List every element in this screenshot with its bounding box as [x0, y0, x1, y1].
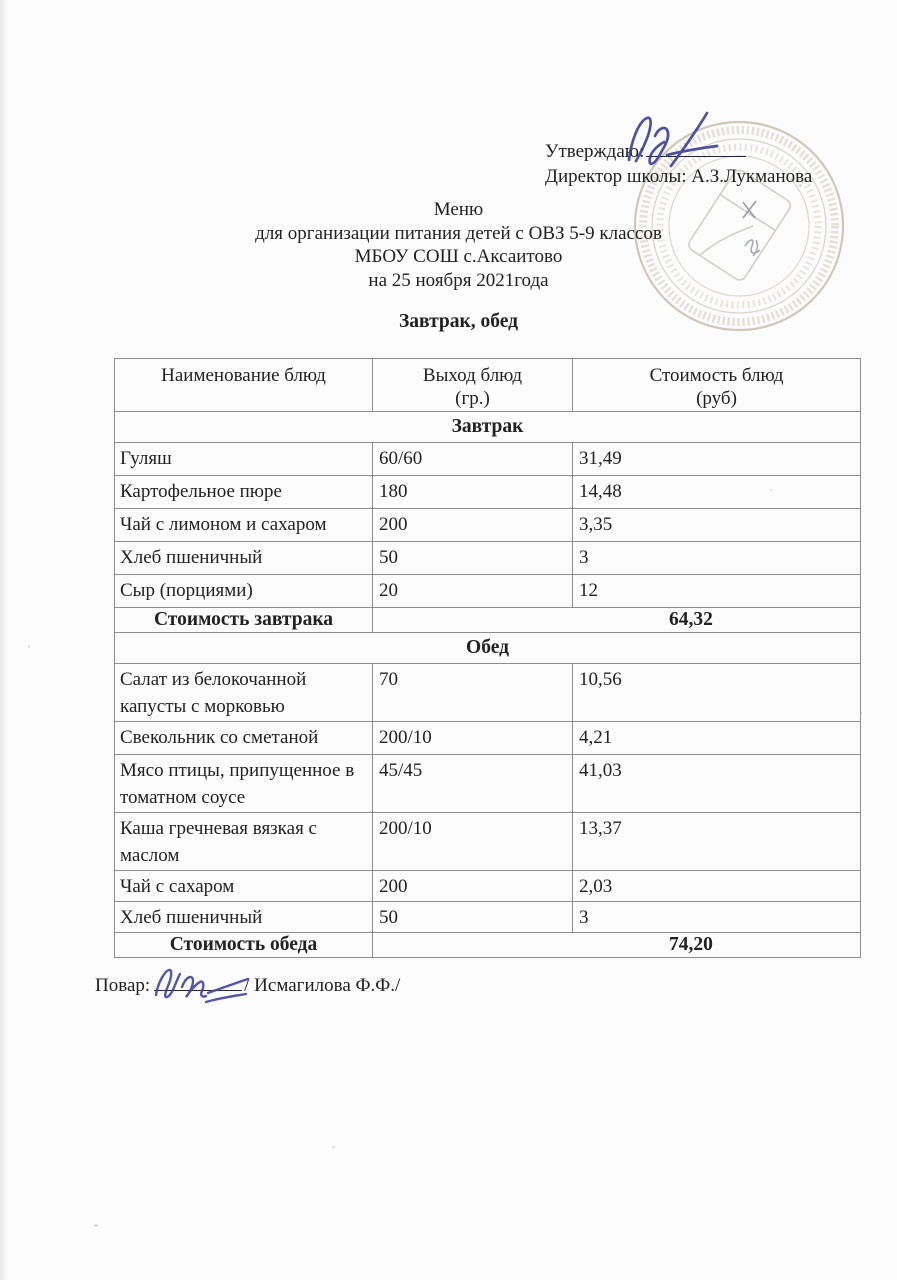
price-cell: 3,35 [573, 509, 861, 542]
scan-speck [94, 1224, 98, 1227]
price-cell: 12 [573, 575, 861, 608]
price-cell: 3 [573, 902, 861, 933]
dish-cell: Каша гречневая вязкая с маслом [115, 813, 373, 871]
price-cell: 4,21 [573, 722, 861, 755]
dish-cell: Хлеб пшеничный [115, 542, 373, 575]
dish-cell: Салат из белокочанной капусты с морковью [115, 664, 373, 722]
section-header-lunch [115, 633, 861, 664]
table-row [115, 755, 861, 813]
breakfast-total-row [115, 608, 861, 633]
total-value: 74,20 [373, 933, 861, 958]
scan-speck [799, 184, 802, 187]
table-row [115, 443, 861, 476]
meal-heading: Завтрак, обед [399, 311, 518, 332]
dish-cell: Свекольник со сметаной [115, 722, 373, 755]
table-row [115, 871, 861, 902]
title-line-1: Меню [433, 199, 484, 220]
document-title-block [10, 198, 897, 292]
scan-edge-shadow [0, 0, 8, 1280]
director-signature-icon [607, 110, 747, 170]
total-value: 64,32 [373, 608, 861, 633]
price-cell: 13,37 [573, 813, 861, 871]
portion-cell: 200/10 [373, 722, 573, 755]
price-cell: 10,56 [573, 664, 861, 722]
total-label: Стоимость завтрака [115, 608, 373, 633]
price-cell: 41,03 [573, 755, 861, 813]
portion-cell: 200 [373, 871, 573, 902]
portion-cell: 200/10 [373, 813, 573, 871]
portion-cell: 20 [373, 575, 573, 608]
dish-cell: Чай с лимоном и сахаром [115, 509, 373, 542]
portion-cell: 50 [373, 902, 573, 933]
portion-cell: 200 [373, 509, 573, 542]
section-title: Завтрак [115, 412, 861, 443]
scan-speck [28, 645, 30, 648]
director-line: Директор школы: А.З.Лукманова [545, 166, 813, 187]
table-row [115, 476, 861, 509]
portion-cell: 70 [373, 664, 573, 722]
section-title: Обед [115, 633, 861, 664]
table-row [115, 509, 861, 542]
table-row [115, 902, 861, 933]
menu-table [114, 358, 861, 958]
portion-cell: 45/45 [373, 755, 573, 813]
cook-signature-icon [148, 953, 263, 1011]
price-cell: 3 [573, 542, 861, 575]
scan-speck [332, 1146, 335, 1148]
column-header-portion: Выход блюд (гр.) [373, 359, 573, 412]
title-line-4: на 25 ноября 2021года [368, 269, 549, 291]
price-cell: 14,48 [573, 476, 861, 509]
dish-cell: Хлеб пшеничный [115, 902, 373, 933]
dish-cell: Сыр (порциями) [115, 575, 373, 608]
dish-cell: Мясо птицы, припущенное в томатном соусе [115, 755, 373, 813]
title-line-3: МБОУ СОШ с.Аксаитово [354, 246, 563, 267]
scan-speck [860, 712, 862, 714]
portion-cell: 180 [373, 476, 573, 509]
table-row [115, 722, 861, 755]
dish-cell: Чай с сахаром [115, 871, 373, 902]
price-cell: 31,49 [573, 443, 861, 476]
title-line-2: для организации питания детей с ОВЗ 5-9 классов [255, 222, 662, 244]
column-header-dish: Наименование блюд [115, 359, 373, 412]
cook-label: Повар: [95, 975, 151, 996]
approval-label: Утверждаю: [545, 141, 645, 162]
portion-cell: 60/60 [373, 443, 573, 476]
dish-cell: Картофельное пюре [115, 476, 373, 509]
column-header-price: Стоимость блюд (руб) [573, 359, 861, 412]
cook-name: / Исмагилова Ф.Ф./ [244, 975, 401, 996]
section-header-breakfast [115, 412, 861, 443]
scan-speck [770, 489, 772, 491]
total-label: Стоимость обеда [115, 933, 373, 958]
table-header-row [115, 359, 861, 412]
dish-cell: Гуляш [115, 443, 373, 476]
price-cell: 2,03 [573, 871, 861, 902]
table-row [115, 575, 861, 608]
portion-cell: 50 [373, 542, 573, 575]
table-row [115, 813, 861, 871]
table-row [115, 664, 861, 722]
table-row [115, 542, 861, 575]
